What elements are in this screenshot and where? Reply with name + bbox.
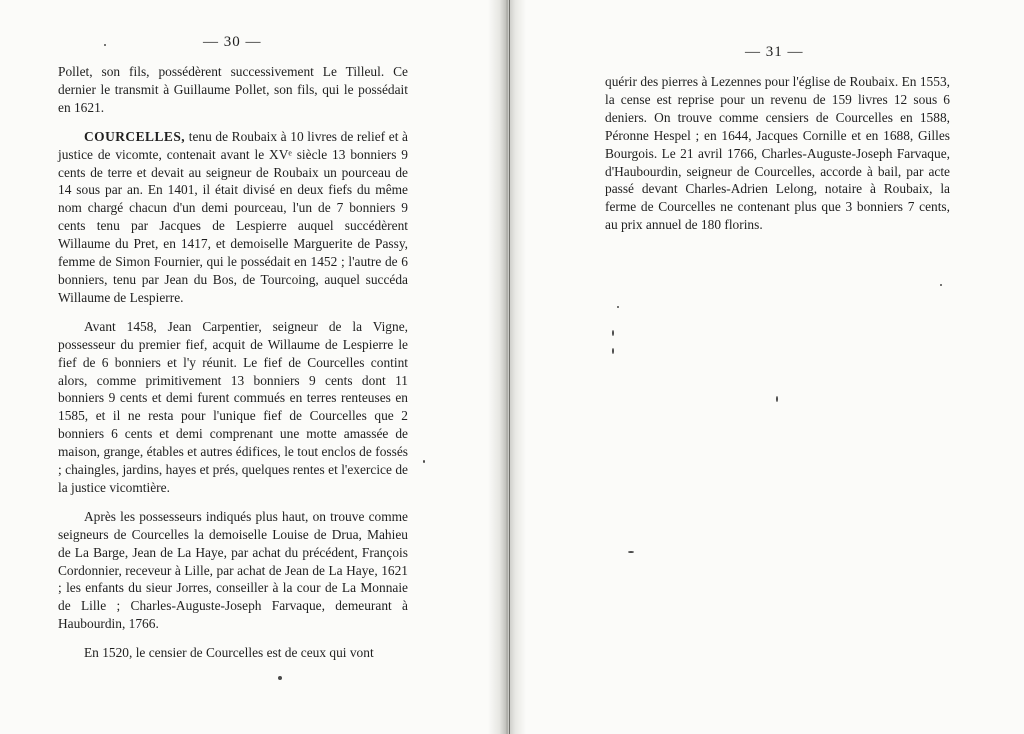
gutter-fold-line xyxy=(509,0,510,734)
scan-speck xyxy=(628,551,634,553)
scan-speck xyxy=(612,348,614,354)
paragraph: Après les possesseurs indiqués plus haut, on trouve comme seigneurs de Courcelles la demoiselle Louise de Drua, Mahieu de La Barge, Jean de La Haye, par achat du précédent, François Cordonnier, receveur à Lille, par achat de Jean de La Haye, 1621 ; les enfants du sieur Jorres, conseiller à la cour de La Monnaie de Lille ; Charles-Auguste-Joseph Farvaque, demeurant à Haubourdin, 1766. xyxy=(58,508,408,632)
scan-speck xyxy=(776,396,778,402)
paragraph: Avant 1458, Jean Carpentier, seigneur de la Vigne, possesseur du premier fief, acquit de Willaume de Lespierre le fief de 6 bonniers et l'y réunit. Le fief de Courcelles contint alors, comme primitivement 13 bonniers 9 cents dont 11 bonniers 9 cents et demi furent commués en terres renteuses en 1585, et il ne resta pour l'unique fief de Courcelles que 2 bonniers 6 cents et demi comprenant une motte amassée de maison, grange, étables et autres édifices, le tout enclos de fossés ; chaingles, jardins, hayes et prés, quelques rentes et l'exercice de la justice vicomtière. xyxy=(58,318,408,495)
scan-speck xyxy=(940,284,942,286)
section-heading-courcelles: COURCELLES, xyxy=(84,128,186,144)
scan-speck xyxy=(104,44,106,46)
paragraph: En 1520, le censier de Courcelles est de ceux qui vont xyxy=(84,645,374,661)
paragraph-body: tenu de Roubaix à 10 livres de relief et à justice de vicomte, contenait avant le XVᵉ siècle 13 bonniers 9 cents de terre et devait au seigneur de Roubaix un pourceau de 14 sous par an. En 1401, il était divisé en deux fiefs du même nom chargé chacun d'un demi pourceau, l'un de 7 bonniers 9 cents tenu par Jacques de Lespierre auquel succédèrent Willaume du Pret, en 1417, et demoiselle Marguerite de Passy, femme de Simon Fournier, qui le possédait en 1452 ; l'autre de 6 bonniers, tenu par Jean du Bos, de Tourcoing, auquel succéda Willaume de Lespierre. xyxy=(58,128,408,305)
scan-speck xyxy=(612,330,614,336)
scan-speck xyxy=(278,676,282,680)
left-page-number: — 30 — xyxy=(203,34,262,50)
right-page-number: — 31 — xyxy=(745,44,804,60)
right-page xyxy=(605,0,950,734)
right-page-text xyxy=(605,73,950,245)
book-gutter xyxy=(488,0,526,734)
left-page-text xyxy=(58,63,408,673)
scan-speck xyxy=(423,460,425,463)
paragraph: quérir des pierres à Lezennes pour l'église de Roubaix. En 1553, la cense est reprise pour un revenu de 159 livres 12 sous 6 deniers. On trouve comme censiers de Courcelles en 1588, Péronne Hespel ; en 1644, Jacques Cornille et en 1688, Gilles Bourgois. Le 21 avril 1766, Charles-Auguste-Joseph Farvaque, d'Haubourdin, seigneur de Courcelles, accorde à bail, par acte passé devant Charles-Adrien Lelong, notaire à Roubaix, la ferme de Courcelles ne contenant plus que 3 bonniers 7 cents, au prix annuel de 180 florins. xyxy=(605,74,950,233)
left-page xyxy=(58,0,408,734)
paragraph xyxy=(58,128,408,307)
paragraph: Pollet, son fils, possédèrent successivement Le Tilleul. Ce dernier le transmit à Guillaume Pollet, son fils, qui le possédait en 1621. xyxy=(58,64,408,115)
scan-speck xyxy=(617,306,619,308)
